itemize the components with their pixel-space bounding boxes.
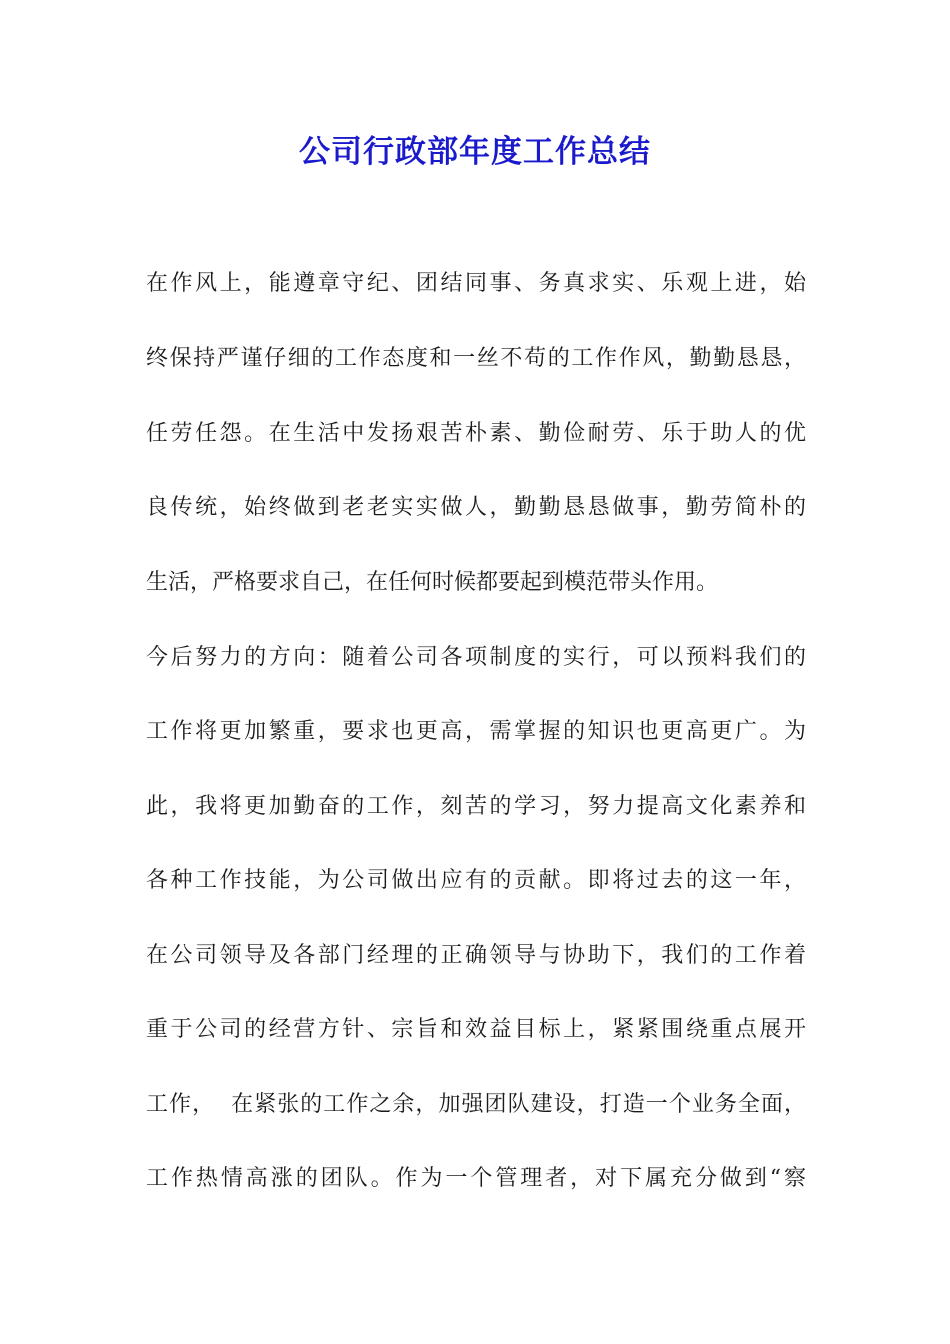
paragraph-line: 良传统，始终做到老老实实做人，勤勤恳恳做事，勤劳简朴的 [146,495,806,520]
paragraph-line: 在公司领导及各部门经理的正确领导与协助下，我们的工作着 [146,943,806,968]
paragraph-line: 工作， 在紧张的工作之余，加强团队建设，打造一个业务全面， [146,1092,806,1117]
document-title: 公司行政部年度工作总结 [299,134,651,170]
paragraph-line: 今后努力的方向：随着公司各项制度的实行，可以预料我们的 [146,645,806,670]
paragraph-line: 各种工作技能，为公司做出应有的贡献。即将过去的这一年， [146,868,806,893]
paragraph-line: 任劳任怨。在生活中发扬艰苦朴素、勤俭耐劳、乐于助人的优 [146,421,806,446]
paragraph-line: 在作风上，能遵章守纪、团结同事、务真求实、乐观上进，始 [146,271,806,296]
paragraph-line: 此，我将更加勤奋的工作，刻苦的学习，努力提高文化素养和 [146,794,806,819]
paragraph-line: 生活，严格要求自己，在任何时候都要起到模范带头作用。 [146,570,719,595]
paragraph-line: 工作将更加繁重，要求也更高，需掌握的知识也更高更广。为 [146,719,806,744]
paragraph-line: 重于公司的经营方针、宗旨和效益目标上，紧紧围绕重点展开 [146,1017,806,1042]
paragraph-line: 终保持严谨仔细的工作态度和一丝不苟的工作作风，勤勤恳恳， [146,346,806,371]
paragraph-line: 工作热情高涨的团队。作为一个管理者，对下属充分做到“察 [146,1166,806,1191]
